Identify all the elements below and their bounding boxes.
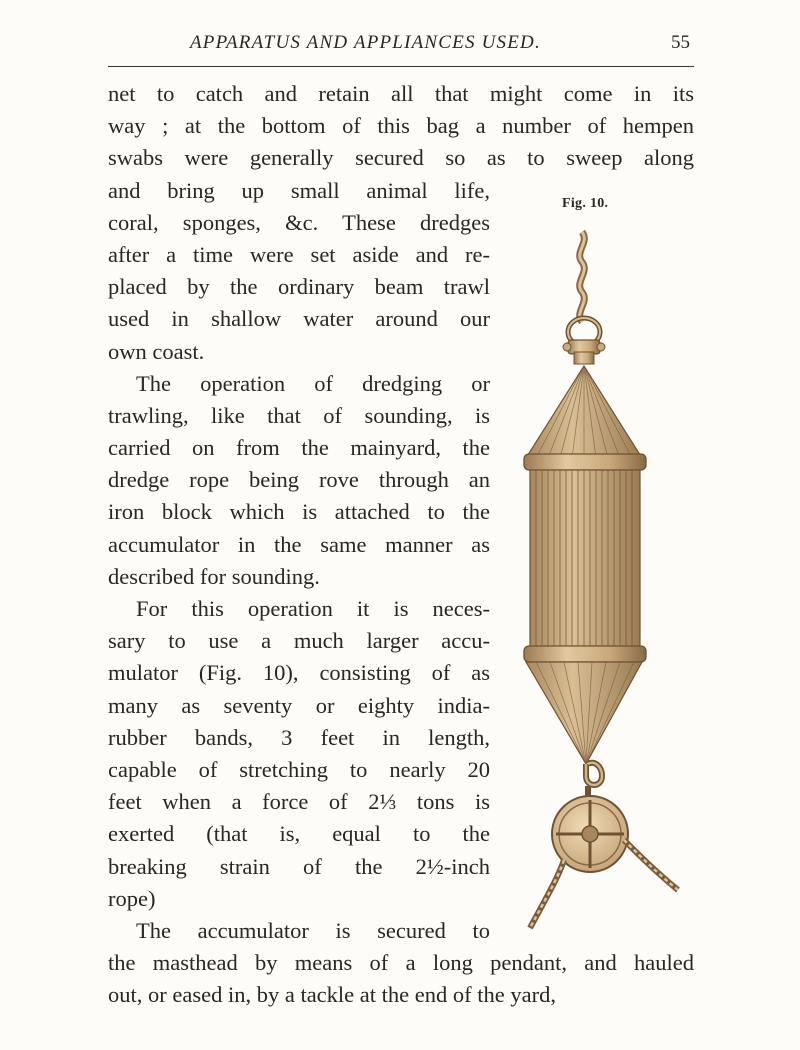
text-line: exerted (that is, equal to the — [108, 821, 490, 847]
top-ring — [524, 454, 646, 470]
text-line: sary to use a much larger accu- — [108, 628, 490, 654]
text-line: dredge rope being rove through an — [108, 467, 490, 493]
text-line: breaking strain of the 2½-inch — [108, 853, 490, 879]
text-line: carried on from the mainyard, the — [108, 435, 490, 461]
text-line: way ; at the bottom of this bag a number of hempen — [108, 113, 694, 139]
text-line: out, or eased in, by a tackle at the end of the yard, — [108, 982, 556, 1008]
text-line: used in shallow water around our — [108, 306, 490, 332]
text-line: trawling, like that of sounding, is — [108, 402, 490, 428]
text-line: after a time were set aside and re- — [108, 241, 490, 267]
rubber-bands — [530, 470, 640, 648]
page-number: 55 — [671, 32, 690, 53]
header-rule — [108, 66, 694, 67]
figure-caption: Fig. 10. — [562, 196, 609, 211]
text-line: For this operation it is neces- — [136, 596, 490, 621]
accumulator-figure — [516, 228, 696, 940]
text-line: The operation of dredging or — [136, 370, 490, 396]
text-line: accumulator in the same manner as — [108, 531, 490, 557]
text-line: described for sounding. — [108, 563, 320, 589]
text-line: placed by the ordinary beam trawl — [108, 274, 490, 300]
accumulator-illustration-icon — [516, 228, 696, 940]
text-line: mulator (Fig. 10), consisting of as — [108, 660, 490, 686]
text-line: the masthead by means of a long pendant, and hauled — [108, 950, 694, 976]
top-rope — [580, 232, 585, 322]
running-header — [108, 30, 694, 60]
text-line: swabs were generally secured so as to sweep along — [108, 145, 694, 171]
text-line: rubber bands, 3 feet in length, — [108, 724, 490, 750]
text-line: many as seventy or eighty india- — [108, 692, 490, 718]
text-line: feet when a force of 2⅓ tons is — [108, 789, 490, 815]
text-line: and bring up small animal life, — [108, 177, 490, 203]
running-title: APPARATUS AND APPLIANCES USED. — [190, 32, 541, 53]
text-line: The accumulator is secured to — [136, 917, 490, 943]
text-line: rope) — [108, 885, 156, 911]
shackle — [563, 318, 605, 364]
text-line: net to catch and retain all that might come in its — [108, 81, 694, 106]
bottom-ring — [524, 646, 646, 662]
text-line: iron block which is attached to the — [108, 499, 490, 525]
text-line: capable of stretching to nearly 20 — [108, 756, 490, 782]
text-line: coral, sponges, &c. These dredges — [108, 209, 490, 235]
text-line: own coast. — [108, 338, 205, 364]
